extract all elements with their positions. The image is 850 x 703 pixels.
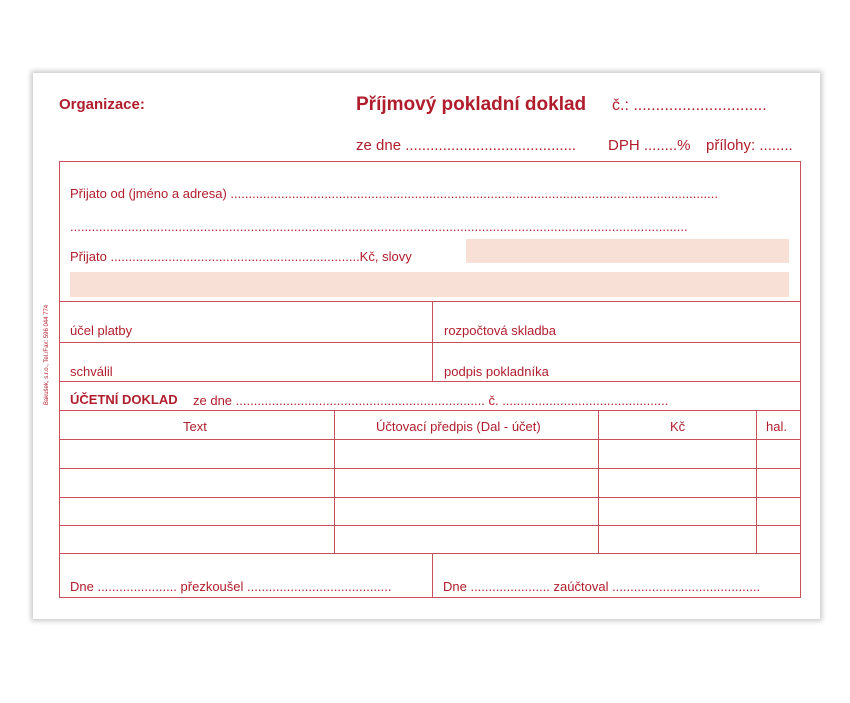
footer-posted: Dne ...................... zaúčtoval ......................................... — [443, 579, 761, 594]
divider-3 — [59, 381, 801, 382]
organization-label: Organizace: — [59, 96, 145, 113]
footer-checked: Dne ...................... přezkoušel ........................................ — [70, 579, 392, 594]
frame-bottom — [59, 597, 801, 598]
table-row-line-1 — [59, 439, 801, 440]
amount-words-continuation-field[interactable] — [70, 272, 789, 297]
printer-imprint: Bakušek, s.r.o., Tel./Fax: 596 044 774 — [44, 304, 50, 406]
frame-left — [59, 161, 60, 598]
amount-in-words-field[interactable] — [466, 239, 789, 263]
col-header-text: Text — [183, 419, 207, 434]
purpose-label: účel platby — [70, 323, 133, 338]
budget-label: rozpočtová skladba — [444, 323, 557, 338]
cashier-signature-label: podpis pokladníka — [444, 364, 549, 379]
divider-1 — [59, 301, 801, 302]
vat-label: DPH ........% — [608, 137, 691, 154]
col-divider-2 — [598, 410, 599, 554]
accounting-date-number: ze dne ..................................................................... č. .............................................. — [193, 393, 669, 408]
table-row-line-4 — [59, 525, 801, 526]
divider-2 — [59, 342, 801, 343]
table-top — [59, 410, 801, 411]
table-row-line-2 — [59, 468, 801, 469]
received-amount-label: Přijato .....................................................................Kč, slovy — [70, 249, 412, 264]
attachments-label: přílohy: ........ — [706, 137, 793, 154]
frame-top — [59, 161, 801, 162]
col-divider-1 — [334, 410, 335, 554]
date-label: ze dne ......................................... — [356, 137, 577, 154]
document-number-label: č.: .............................. — [612, 97, 767, 114]
document-title: Příjmový pokladní doklad — [356, 94, 587, 115]
received-from-label: Přijato od (jméno a adresa) ....................................................................................................................................... — [70, 186, 719, 201]
approved-label: schválil — [70, 364, 113, 379]
table-bottom — [59, 553, 801, 554]
col-header-hal: hal. — [766, 419, 787, 434]
col-divider-3 — [756, 410, 757, 554]
mid-divider-lower — [432, 553, 433, 598]
col-header-czk: Kč — [670, 419, 686, 434]
accounting-title: ÚČETNÍ DOKLAD — [70, 392, 178, 407]
col-header-posting: Účtovací předpis (Dal - účet) — [376, 419, 541, 434]
frame-right — [800, 161, 801, 598]
table-row-line-3 — [59, 497, 801, 498]
received-from-dots: ........................................................................................................................................................................... — [70, 219, 688, 234]
receipt-sheet — [33, 73, 820, 619]
